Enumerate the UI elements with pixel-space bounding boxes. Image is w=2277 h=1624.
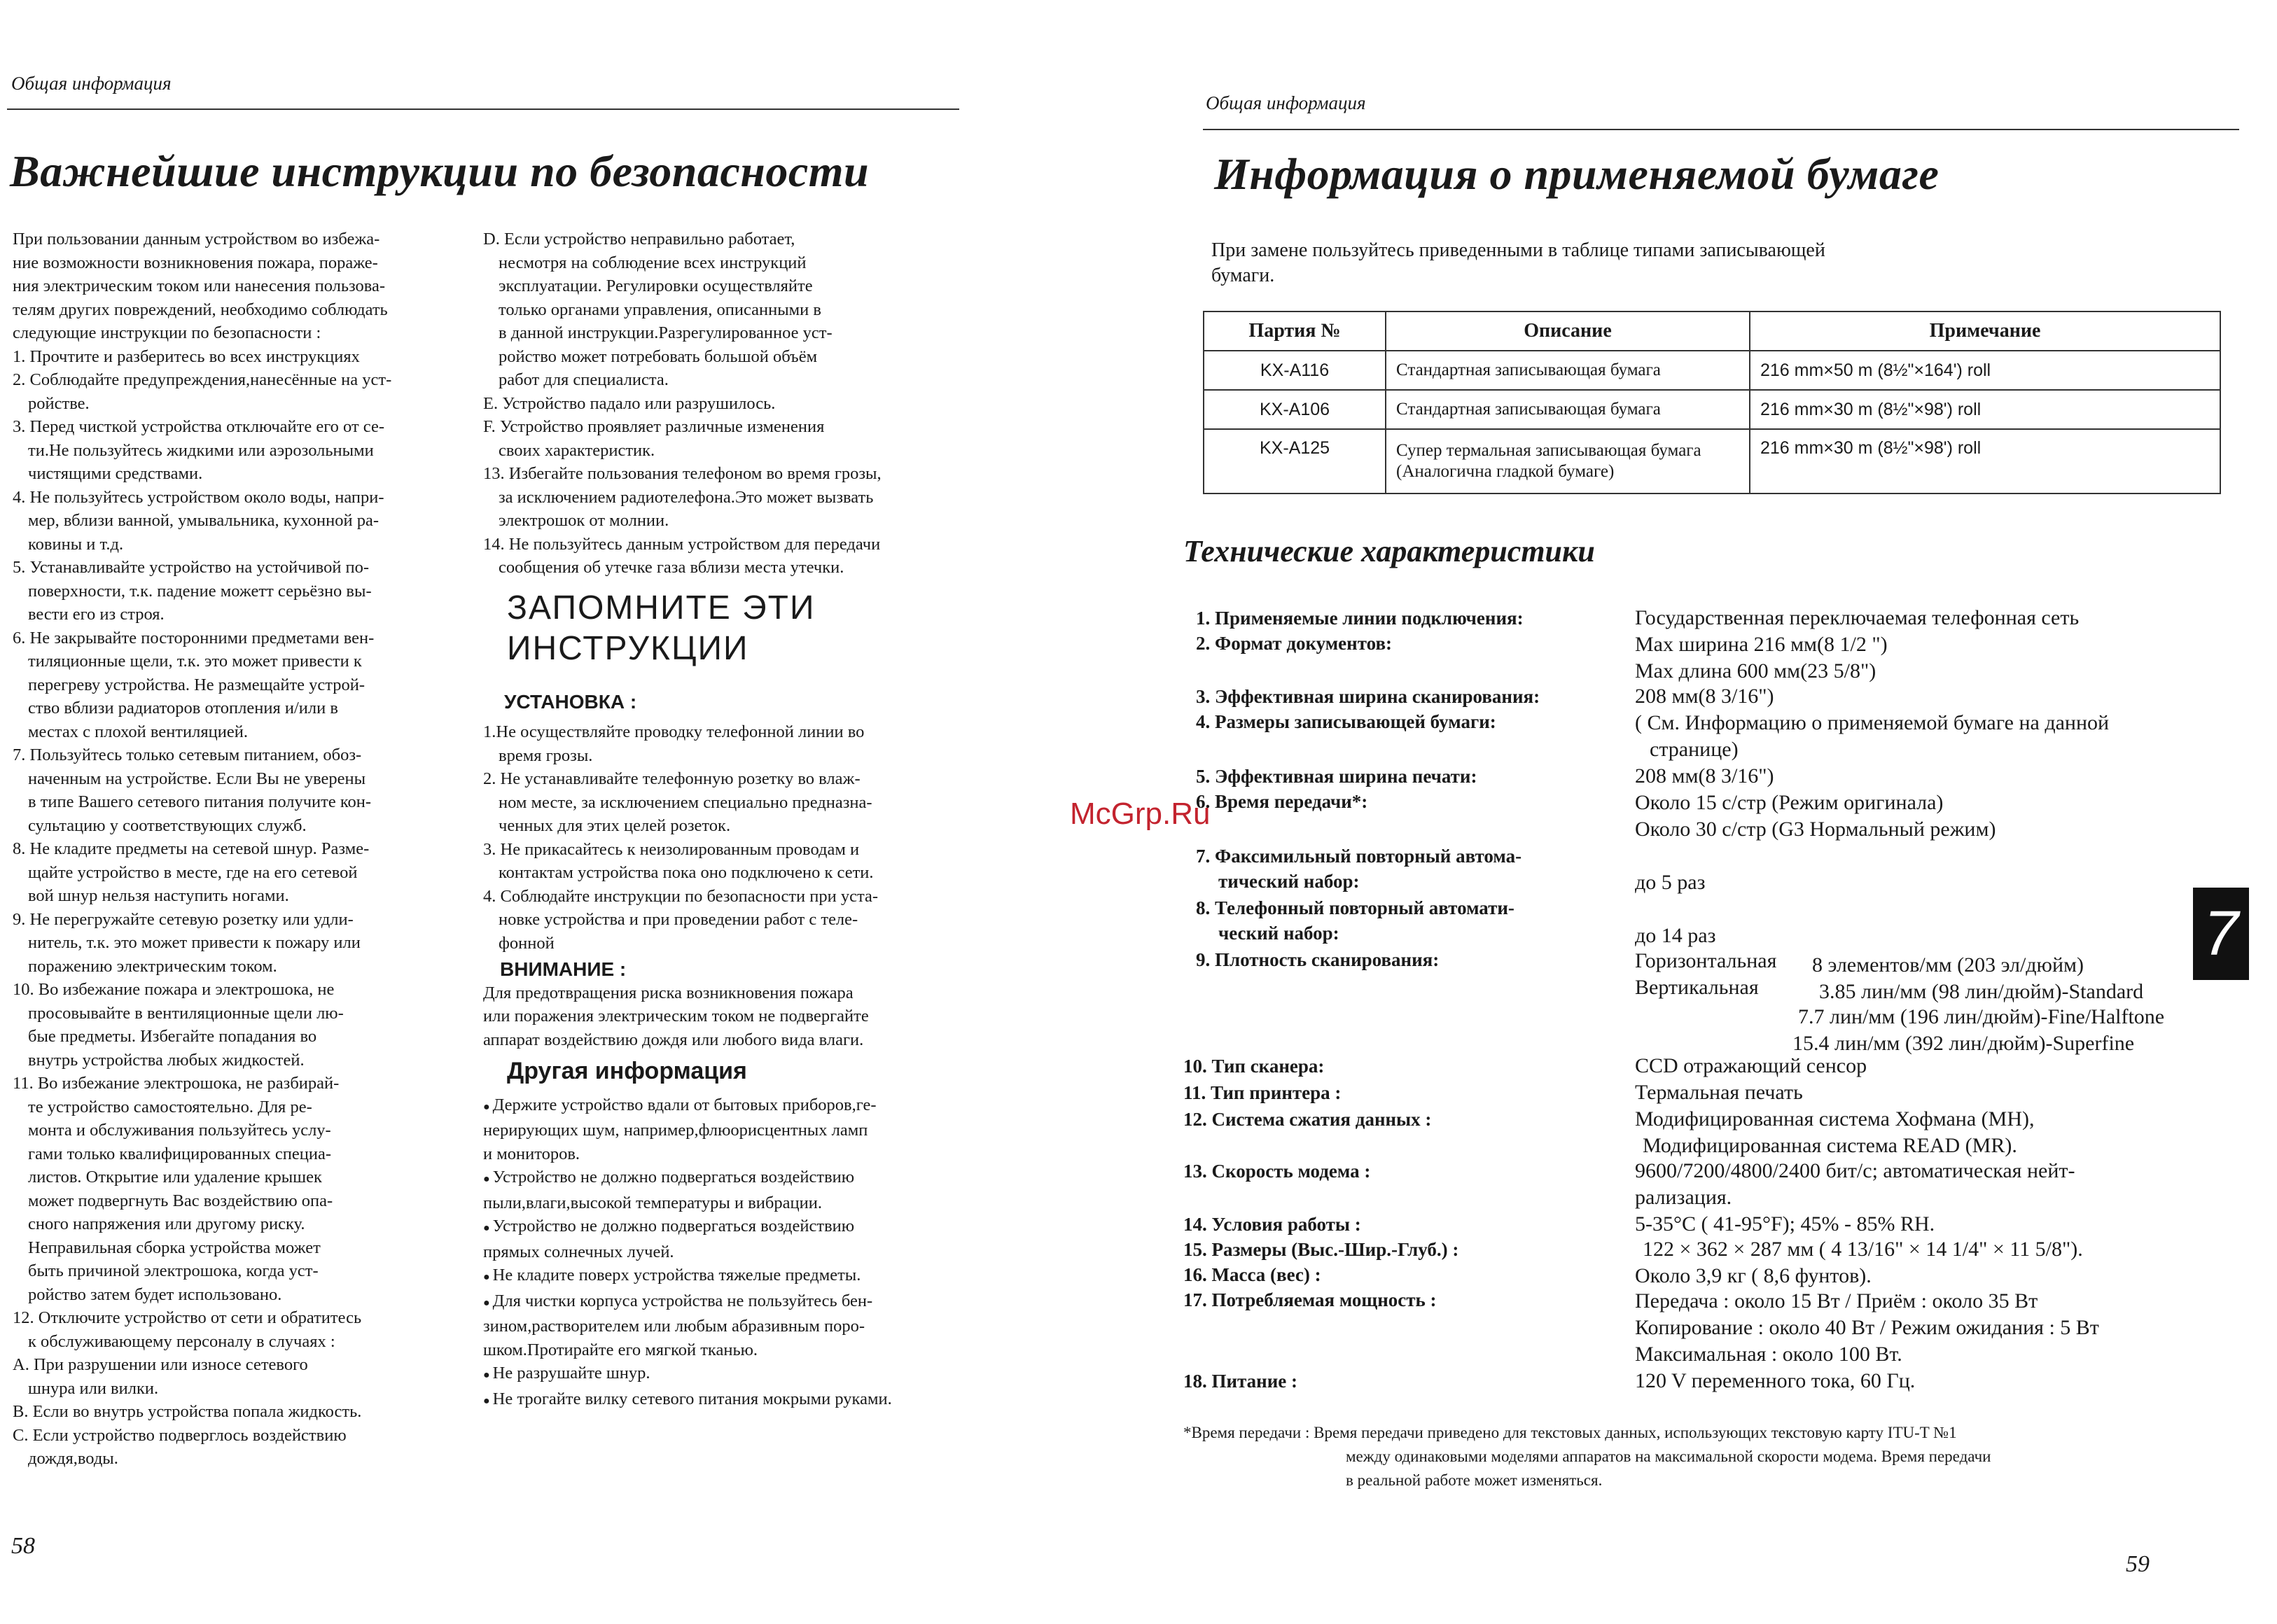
right-page-title: Информация о применяемой бумаге (1214, 149, 1940, 199)
text-line: A. При разрушении или износе сетевого (13, 1355, 308, 1374)
spec-label: 16. Масса (вес) : (1183, 1264, 1321, 1285)
spec-value: до 5 раз (1635, 871, 1706, 894)
spec-value: Около 30 с/стр (G3 Нормальный режим) (1635, 818, 1996, 841)
text-line: 9. Не перегружайте сетевую розетку или удли- (13, 909, 354, 929)
text-line: гами только квалифицированных специа- (28, 1144, 331, 1163)
spec-label: 17. Потребляемая мощность : (1183, 1289, 1437, 1310)
text-line: B. Если во внутрь устройства попала жидкость. (13, 1402, 362, 1421)
table-header-part: Партия № (1204, 312, 1386, 351)
text-line: ния электрическим током или нанесения пользова- (13, 276, 386, 295)
spec-value: 3.85 лин/мм (98 лин/дюйм)-Standard (1819, 980, 2144, 1003)
footnote-line-3: в реальной работе может изменяться. (1346, 1471, 1603, 1489)
text-line: ройство может потребовать большой объём (499, 346, 818, 366)
text-line: или поражения электрическим током не подвергайте (483, 1007, 869, 1026)
text-line: ● Для чистки корпуса устройства не пользуйтесь бен- (483, 1289, 966, 1315)
right-page-header: Общая информация (1206, 92, 1366, 113)
text-line: шнура или вилки. (28, 1378, 159, 1398)
paper-description-line-1: Супер термальная записывающая бумага (1396, 441, 1701, 460)
text-line: местах с плохой вентиляцией. (28, 722, 248, 741)
footnote-line-1: Время передачи приведено для текстовых данных, использующих текстовую карту ITU-T №1 (1314, 1424, 1957, 1441)
table-row (1204, 429, 2220, 493)
spec-value: 122 × 362 × 287 мм ( 4 13/16" × 14 1/4" × 11 5/8"). (1643, 1238, 2083, 1261)
text-line: 2. Не устанавливайте телефонную розетку во влаж- (483, 769, 861, 788)
text-line: чистящими средствами. (28, 464, 203, 483)
text-line: вести его из строя. (28, 605, 165, 624)
spec-label: 2. Формат документов: (1196, 633, 1393, 654)
text-line: ство вблизи радиаторов отопления и/или в (28, 699, 338, 718)
text-line: C. Если устройство подверглось воздействию (13, 1425, 347, 1445)
spec-value: 15.4 лин/мм (392 лин/дюйм)-Superfine (1792, 1032, 2135, 1055)
remember-line-2: ИНСТРУКЦИИ (507, 629, 749, 667)
text-line: в типе Вашего сетевого питания получите кон- (28, 792, 372, 811)
left-column-2 (483, 227, 966, 1413)
spec-label: тический набор: (1218, 871, 1360, 892)
spec-value: ( См. Информацию о применяемой бумаге на данной (1635, 711, 2110, 734)
spec-value: странице) (1650, 738, 1739, 761)
paper-note: 216 mm×30 m (8½"×98') roll (1750, 429, 2220, 493)
text-line: бые предметы. Избегайте попадания во (28, 1027, 317, 1046)
spec-value: Передача : около 15 Вт / Приём : около 35 Вт (1635, 1289, 2038, 1312)
warning-heading: ВНИМАНИЕ : (500, 958, 627, 980)
text-line: поверхности, т.к. падение можетт серьёзно вы- (28, 581, 372, 601)
warning-text (483, 981, 966, 1052)
spec-label: 10. Тип сканера: (1183, 1056, 1325, 1077)
text-line: ройстве. (28, 393, 90, 413)
spec-label: 7. Факсимильный повторный автома- (1196, 846, 1522, 867)
text-line: 1.Не осуществляйте проводку телефонной линии во (483, 722, 865, 741)
paper-description-line-2: (Аналогична гладкой бумаге) (1396, 462, 1615, 481)
text-line: наченным на устройстве. Если Вы не уверены (28, 769, 366, 788)
text-line: фонной (499, 933, 555, 953)
paper-intro-line-1: При замене пользуйтесь приведенными в таблице типами записывающей (1211, 239, 1825, 261)
right-header-rule (1203, 129, 2239, 130)
text-line: дождя,воды. (28, 1449, 118, 1468)
spec-label: ческий набор: (1218, 923, 1339, 944)
spec-label: 3. Эффективная ширина сканирования: (1196, 686, 1540, 707)
text-line: сного напряжения или другому риску. (28, 1214, 305, 1233)
safety-list (13, 345, 475, 1471)
text-line: контактам устройства пока оно подключено к сети. (499, 863, 874, 882)
text-line: E. Устройство падало или разрушилось. (483, 393, 776, 413)
text-line: те устройство самостоятельно. Для ре- (28, 1097, 312, 1116)
left-header-rule (7, 108, 959, 110)
paper-intro (1211, 238, 1825, 288)
remember-heading (507, 588, 966, 669)
spec-value: 120 V переменного тока, 60 Гц. (1635, 1369, 1916, 1392)
text-line: Неправильная сборка устройства может (28, 1238, 321, 1257)
text-line: ройство затем будет использовано. (28, 1284, 282, 1304)
chapter-tab: 7 (2193, 888, 2249, 980)
left-page-header: Общая информация (11, 73, 172, 94)
text-line: в данной инструкции.Разрегулированное уст- (499, 323, 833, 342)
text-line: ченных для этих целей розеток. (499, 816, 731, 835)
text-line: 11. Во избежание электрошока, не разбирай- (13, 1074, 340, 1093)
spec-value: Термальная печать (1635, 1081, 1803, 1104)
watermark-logo: McGrp.Ru (1070, 797, 1211, 831)
spec-value: 208 мм(8 3/16") (1635, 685, 1774, 708)
paper-description: Стандартная записывающая бумага (1386, 390, 1750, 429)
text-line: может подвергнуть Вас воздействию опа- (28, 1191, 333, 1210)
text-line: 12. Отключите устройство от сети и обратитесь (13, 1308, 362, 1327)
table-row (1204, 390, 2220, 429)
text-line: шком.Протирайте его мягкой тканью. (483, 1340, 758, 1359)
spec-label: 4. Размеры записывающей бумаги: (1196, 711, 1496, 732)
text-line: сообщения об утечке газа вблизи места утечки. (499, 558, 844, 577)
text-line: D. Если устройство неправильно работает, (483, 230, 795, 248)
spec-value: Максимальная : около 100 Вт. (1635, 1343, 1902, 1366)
text-line: F. Устройство проявляет различные изменения (483, 417, 825, 436)
text-line: ● Не трогайте вилку сетевого питания мокрыми руками. (483, 1387, 966, 1413)
text-line: 2. Соблюдайте предупреждения,нанесённые на уст- (13, 370, 392, 389)
text-line: работ для специалиста. (499, 370, 669, 389)
text-line: новке устройства и при проведении работ с теле- (499, 910, 858, 929)
paper-note: 216 mm×50 m (8½"×164') roll (1750, 351, 2220, 390)
text-line: ● Устройство не должно подвергаться воздействию (483, 1166, 966, 1191)
text-line: 8. Не кладите предметы на сетевой шнур. Разме- (13, 839, 370, 858)
text-line: и мониторов. (483, 1144, 580, 1163)
spec-value: 7.7 лин/мм (196 лин/дюйм)-Fine/Halftone (1798, 1005, 2165, 1028)
spec-value: Max длина 600 мм(23 5/8") (1635, 659, 1876, 682)
text-line: внутрь устройства любых жидкостей. (28, 1050, 305, 1070)
spec-value: рализация. (1635, 1186, 1732, 1209)
spec-value: Около 15 с/стр (Режим оригинала) (1635, 791, 1944, 814)
paper-description (1386, 429, 1750, 493)
text-line: При пользовании данным устройством во избежа- (13, 230, 380, 248)
left-column-1 (13, 227, 475, 1471)
text-line: 3. Не прикасайтесь к неизолированным проводам и (483, 839, 860, 859)
text-line: электрошок от молнии. (499, 511, 669, 530)
text-line: пыли,влаги,высокой температуры и вибрации. (483, 1193, 822, 1212)
text-line: 14. Не пользуйтесь данным устройством для передачи (483, 534, 881, 554)
text-line: перегреву устройства. Не размещайте устрой- (28, 675, 365, 694)
spec-value: Государственная переключаемая телефонная сеть (1635, 606, 2080, 629)
spec-label: 13. Скорость модема : (1183, 1161, 1371, 1182)
text-line: 5. Устанавливайте устройство на устойчивой по- (13, 558, 370, 577)
text-line: просовывайте в вентиляционные щели лю- (28, 1003, 344, 1023)
specs-title: Технические характеристики (1183, 534, 1595, 568)
text-line: быть причиной электрошока, когда уст- (28, 1261, 319, 1280)
part-number: KX-A125 (1204, 429, 1386, 493)
text-line: нитель, т.к. это может привести к пожару или (28, 933, 361, 952)
text-line: только органами управления, описанными в (499, 300, 821, 319)
spec-value: Горизонтальная (1635, 949, 1777, 972)
spec-value: 8 элементов/мм (203 эл/дюйм) (1812, 953, 2084, 976)
text-line: зином,растворителем или любым абразивным поро- (483, 1317, 865, 1336)
spec-label: 1. Применяемые линии подключения: (1196, 608, 1524, 629)
footnote-label: *Время передачи : (1183, 1424, 1310, 1441)
text-line: 6. Не закрывайте посторонними предметами вен- (13, 628, 375, 648)
paper-description: Стандартная записывающая бумага (1386, 351, 1750, 390)
spec-label: 6. Время передачи*: (1196, 791, 1368, 812)
other-info-heading: Другая информация (507, 1058, 747, 1084)
text-line: прямых солнечных лучей. (483, 1242, 674, 1261)
spec-value: Модифицированная система READ (MR). (1643, 1134, 2017, 1157)
text-line: 4. Соблюдайте инструкции по безопасности при уста- (483, 886, 879, 906)
table-header-note: Примечание (1750, 312, 2220, 351)
text-line: эксплуатации. Регулировки осуществляйте (499, 276, 813, 295)
safety-list-continued (483, 227, 966, 580)
text-line: вой шнур нельзя наступить ногами. (28, 886, 289, 905)
spec-label: 14. Условия работы : (1183, 1214, 1361, 1235)
right-page-number: 59 (2126, 1551, 2150, 1577)
text-line: несмотря на соблюдение всех инструкций (499, 253, 807, 272)
text-line: следующие инструкции по безопасности : (13, 323, 321, 342)
spec-label: 5. Эффективная ширина печати: (1196, 766, 1477, 787)
text-line: ти.Не пользуйтесь жидкими или аэрозольными (28, 440, 374, 460)
text-line: щайте устройство в месте, где на его сетевой (28, 862, 358, 882)
text-line: сультацию у соответствующих служб. (28, 816, 307, 835)
text-line: ном месте, за исключением специально предназна- (499, 792, 872, 812)
text-line: ● Не разрушайте шнур. (483, 1362, 966, 1387)
text-line: ● Не кладите поверх устройства тяжелые предметы. (483, 1264, 966, 1289)
spec-value: Max ширина 216 мм(8 1/2 ") (1635, 633, 1888, 656)
left-page-number: 58 (11, 1533, 35, 1559)
spec-label: 9. Плотность сканирования: (1196, 949, 1440, 970)
text-line: аппарат воздействию дождя или любого вида влаги. (483, 1030, 864, 1049)
text-line: за исключением радиотелефона.Это может вызвать (499, 487, 874, 507)
spec-value: Копирование : около 40 Вт / Режим ожидания : 5 Вт (1635, 1316, 2099, 1339)
text-line: нерирующих шум, например,флюорисцентных ламп (483, 1121, 868, 1140)
table-header-description: Описание (1386, 312, 1750, 351)
footnote (1183, 1421, 1991, 1492)
text-line: ● Держите устройство вдали от бытовых приборов,ге- (483, 1093, 966, 1119)
part-number: KX-A116 (1204, 351, 1386, 390)
spec-value: 208 мм(8 3/16") (1635, 764, 1774, 788)
spec-value: Вертикальная (1635, 976, 1759, 999)
footnote-line-2: между одинаковыми моделями аппаратов на максимальной скорости модема. Время передачи (1346, 1448, 1991, 1465)
text-line: 13. Избегайте пользования телефоном во время грозы, (483, 464, 882, 483)
install-list (483, 720, 966, 955)
text-line: ковины и т.д. (28, 534, 124, 554)
paper-intro-line-2: бумаги. (1211, 265, 1275, 286)
text-line: тиляционные щели, т.к. это может привести к (28, 652, 362, 671)
spec-label: 11. Тип принтера : (1183, 1082, 1342, 1103)
text-line: Для предотвращения риска возникновения пожара (483, 983, 854, 1002)
text-line: мер, вблизи ванной, умывальника, кухонной ра- (28, 511, 380, 530)
spec-value: 9600/7200/4800/2400 бит/с; автоматическая нейт- (1635, 1159, 2075, 1182)
spec-value: Около 3,9 кг ( 8,6 фунтов). (1635, 1264, 1872, 1287)
text-line: ● Устройство не должно подвергаться воздействию (483, 1214, 966, 1240)
text-line: монта и обслуживания пользуйтесь услу- (28, 1121, 331, 1140)
text-line: своих характеристик. (499, 440, 655, 460)
text-line: телям других повреждений, необходимо соблюдать (13, 300, 388, 319)
text-line: листов. Открытие или удаление крышек (28, 1168, 322, 1186)
spec-value: CCD отражающий сенсор (1635, 1054, 1867, 1077)
part-number: KX-A106 (1204, 390, 1386, 429)
intro-paragraph (13, 227, 475, 345)
paper-table (1203, 311, 2221, 494)
spec-label: 12. Система сжатия данных : (1183, 1109, 1432, 1130)
text-line: поражению электрическим током. (28, 956, 277, 976)
paper-note: 216 mm×30 m (8½"×98') roll (1750, 390, 2220, 429)
text-line: 7. Пользуйтесь только сетевым питанием, обоз- (13, 746, 362, 764)
text-line: 10. Во избежание пожара и электрошока, не (13, 980, 335, 999)
text-line: к обслуживающему персоналу в случаях : (28, 1331, 335, 1351)
table-row (1204, 351, 2220, 390)
text-line: 1. Прочтите и разберитесь во всех инструкциях (13, 346, 360, 366)
spec-value: до 14 раз (1635, 924, 1716, 947)
install-heading: УСТАНОВКА : (504, 690, 637, 713)
spec-label: 15. Размеры (Выс.-Шир.-Глуб.) : (1183, 1239, 1459, 1260)
left-page-title: Важнейшие инструкции по безопасности (10, 146, 870, 196)
text-line: 3. Перед чисткой устройства отключайте его от се- (13, 417, 384, 436)
text-line: время грозы. (499, 746, 593, 765)
remember-line-1: ЗАПОМНИТЕ ЭТИ (507, 589, 816, 626)
spec-label: 18. Питание : (1183, 1371, 1297, 1392)
spec-value: 5-35°C ( 41-95°F); 45% - 85% RH. (1635, 1212, 1935, 1236)
text-line: ние возможности возникновения пожара, пораже- (13, 253, 378, 272)
spec-label: 8. Телефонный повторный автомати- (1196, 897, 1514, 918)
text-line: 4. Не пользуйтесь устройством около воды, напри- (13, 487, 384, 507)
other-info-list (483, 1093, 966, 1413)
spec-value: Модифицированная система Хофмана (MH), (1635, 1107, 2035, 1130)
